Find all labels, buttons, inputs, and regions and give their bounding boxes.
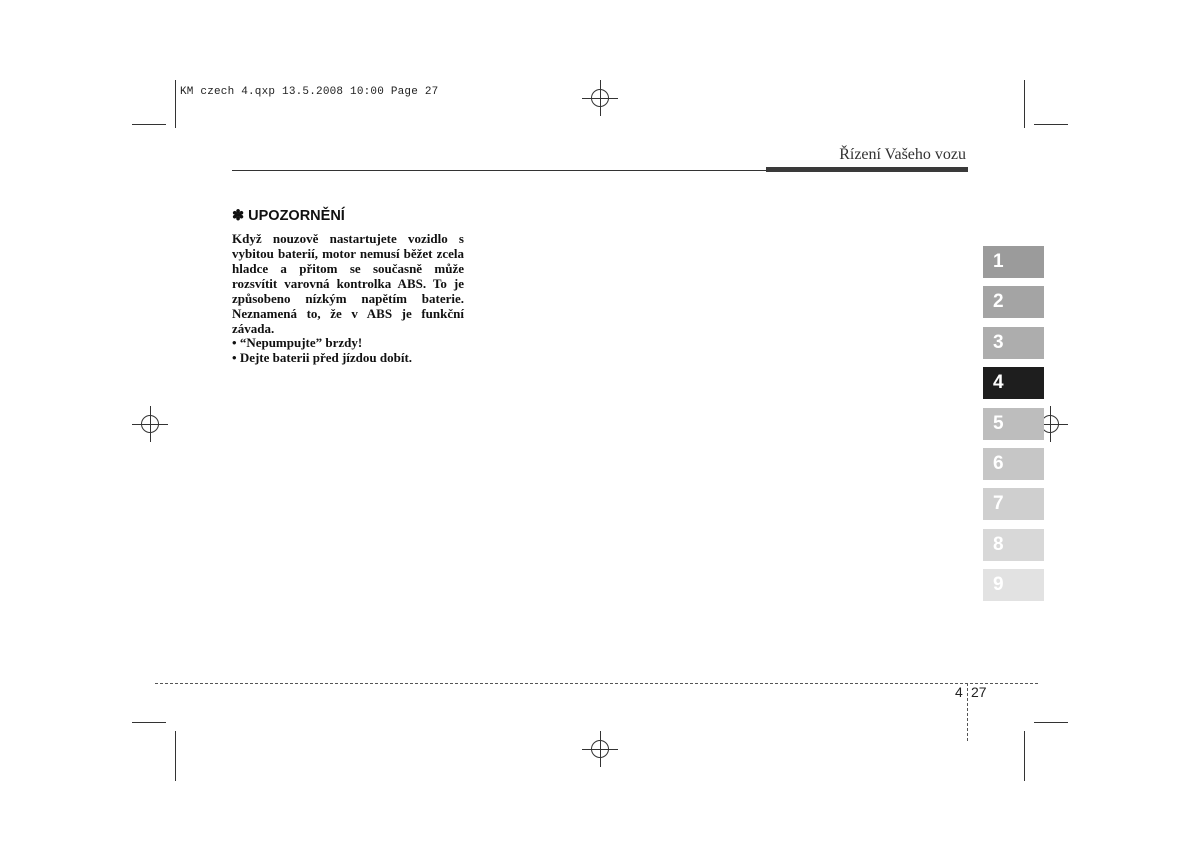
warning-body <box>232 231 464 336</box>
chapter-tab-2[interactable]: 2 <box>983 286 1044 318</box>
registration-mark-top <box>582 80 618 116</box>
registration-mark-bottom <box>582 731 618 767</box>
crop-mark <box>1034 722 1068 723</box>
footer-divider <box>967 683 968 741</box>
warning-heading-text: UPOZORNĚNÍ <box>248 208 345 224</box>
crop-mark <box>132 124 166 125</box>
section-title: Řízení Vašeho vozu <box>839 146 966 163</box>
page-number: 27 <box>971 684 987 700</box>
warning-bullet: • Dejte baterii před jízdou dobít. <box>232 350 472 365</box>
asterisk-icon: ✽ <box>232 208 245 224</box>
chapter-tab-3[interactable]: 3 <box>983 327 1044 359</box>
warning-paragraph: Když nouzově nastartujete vozidlo s vybitou baterií, motor nemusí běžet zcela hladce a přitom se současně může rozsvítit varovná kontrolka ABS. To je způsobeno nízkým napětím baterie. Neznamená to, že v ABS je funkční závada. <box>232 231 464 336</box>
print-slug: KM czech 4.qxp 13.5.2008 10:00 Page 27 <box>180 86 439 98</box>
chapter-tab-7[interactable]: 7 <box>983 488 1044 520</box>
chapter-tab-1[interactable]: 1 <box>983 246 1044 278</box>
crop-mark <box>1024 731 1025 781</box>
crop-mark <box>1034 124 1068 125</box>
warning-bullet-list <box>232 335 472 365</box>
crop-mark <box>175 731 176 781</box>
crop-mark <box>132 722 166 723</box>
warning-heading <box>232 208 345 224</box>
page-chapter-number: 4 <box>955 684 963 700</box>
chapter-tab-9[interactable]: 9 <box>983 569 1044 601</box>
crop-mark <box>1024 80 1025 128</box>
header-bar <box>766 167 968 172</box>
chapter-tab-8[interactable]: 8 <box>983 529 1044 561</box>
chapter-tab-5[interactable]: 5 <box>983 408 1044 440</box>
registration-mark-left <box>132 406 168 442</box>
crop-mark <box>175 80 176 128</box>
footer-rule <box>155 683 1038 684</box>
chapter-tab-6[interactable]: 6 <box>983 448 1044 480</box>
chapter-tab-4[interactable]: 4 <box>983 367 1044 399</box>
warning-bullet: • “Nepumpujte” brzdy! <box>232 335 472 350</box>
header-rule <box>232 170 766 171</box>
